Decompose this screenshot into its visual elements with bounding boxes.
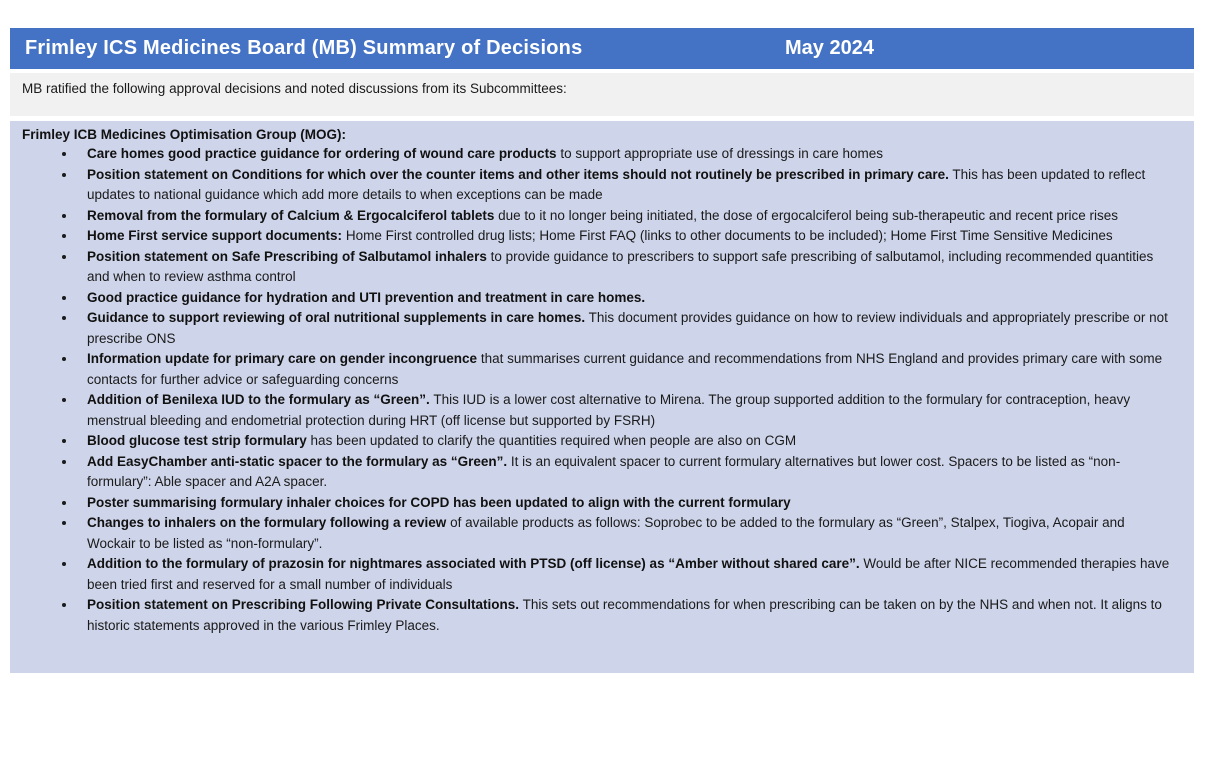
bullet-rest-text: This IUD is a lower cost alternative to Mirena. The group supported addition to the formulary for contraception, heavy menstrual bleeding and endometrial protection during HRT (off license but supported by FSRH) <box>87 392 1131 428</box>
bullet-bold-text: Removal from the formulary of Calcium & Ergocalciferol tablets <box>87 207 495 223</box>
list-item <box>77 595 1172 636</box>
bullet-bold-text: Position statement on Prescribing Following Private Consultations. <box>87 597 520 612</box>
bullet-bold-text: Position statement on Conditions for which over the counter items and other items should not routinely be prescribed in primary care. <box>87 166 949 182</box>
bullet-rest-text: due to it no longer being initiated, the dose of ergocalciferol being sub-therapeutic and recent price rises <box>494 207 1118 223</box>
bullet-bold-text: Information update for primary care on gender incongruence <box>87 351 478 366</box>
page-title: Frimley ICS Medicines Board (MB) Summary of Decisions <box>25 37 583 59</box>
bullet-rest-text: This sets out recommendations for when prescribing can be taken on by the NHS and when not. It aligns to historic statements approved in the various Frimley Places. <box>87 597 1162 633</box>
intro-box <box>10 73 1194 116</box>
bullet-bold-text: Add EasyChamber anti-static spacer to the formulary as “Green”. <box>87 453 508 469</box>
header-date: May 2024 <box>785 37 874 59</box>
list-item <box>77 390 1172 431</box>
bullet-rest-text: of available products as follows: Soprobec to be added to the formulary as “Green”, Stalpex, Tiogiva, Acopair and Wockair to be listed as “non-formulary”. <box>87 515 1125 551</box>
list-item <box>77 493 1172 514</box>
bullet-bold-text: Addition of Benilexa IUD to the formulary as “Green”. <box>87 392 430 407</box>
bullet-rest-text: that summarises current guidance and recommendations from NHS England and provides primary care with some contacts for further advice or safeguarding concerns <box>87 351 1163 387</box>
bullet-bold-text: Position statement on Safe Prescribing of Salbutamol inhalers <box>87 248 487 264</box>
list-item <box>77 288 1172 309</box>
bullet-bold-text: Care homes good practice guidance for ordering of wound care products <box>87 146 557 161</box>
bullet-rest-text: This document provides guidance on how to review individuals and appropriately prescribe or not prescribe ONS <box>87 310 1168 346</box>
bullet-bold-text: Good practice guidance for hydration and UTI prevention and treatment in care homes. <box>87 289 646 305</box>
bullet-bold-text: Poster summarising formulary inhaler choices for COPD has been updated to align with the current formulary <box>87 494 791 510</box>
list-item <box>77 452 1172 493</box>
header-bar <box>10 28 1194 69</box>
list-item <box>77 513 1172 554</box>
document-page <box>0 28 1212 759</box>
bullet-bold-text: Blood glucose test strip formulary <box>87 433 307 448</box>
list-item <box>77 226 1172 247</box>
list-item <box>77 144 1172 165</box>
bullet-rest-text: to support appropriate use of dressings in care homes <box>556 146 884 161</box>
list-item <box>77 349 1172 390</box>
bullet-rest-text: to provide guidance to prescribers to support safe prescribing of salbutamol, including recommended quantities and when to review asthma control <box>87 248 1154 284</box>
bullet-rest-text: Would be after NICE recommended therapies have been tried first and reserved for a small number of individuals <box>87 556 1170 592</box>
bullet-bold-text: Addition to the formulary of prazosin for nightmares associated with PTSD (off license) as “Amber without shared care”. <box>87 556 860 571</box>
bullet-bold-text: Changes to inhalers on the formulary following a review <box>87 515 447 530</box>
bullet-rest-text: This has been updated to reflect updates to national guidance which add more details to when exceptions can be made <box>87 166 1146 202</box>
list-item <box>77 206 1172 227</box>
intro-text: MB ratified the following approval decisions and noted discussions from its Subcommittees: <box>22 81 567 96</box>
bullet-bold-text: Guidance to support reviewing of oral nutritional supplements in care homes. <box>87 310 586 325</box>
list-item <box>77 247 1172 288</box>
mog-bullet-list <box>22 144 1172 636</box>
mog-section <box>10 121 1194 673</box>
bullet-rest-text: has been updated to clarify the quantities required when people are also on CGM <box>306 433 797 448</box>
mog-section-heading: Frimley ICB Medicines Optimisation Group (MOG): <box>22 127 347 142</box>
list-item <box>77 165 1172 206</box>
bullet-bold-text: Home First service support documents: <box>87 228 343 243</box>
bullet-rest-text: It is an equivalent spacer to current formulary alternatives but lower cost. Spacers to be listed as “non-formulary”: Able spacer and A2A spacer. <box>87 453 1121 489</box>
list-item <box>77 308 1172 349</box>
list-item <box>77 554 1172 595</box>
list-item <box>77 431 1172 452</box>
bullet-rest-text: Home First controlled drug lists; Home First FAQ (links to other documents to be included); Home First Time Sensitive Medicines <box>342 228 1113 243</box>
